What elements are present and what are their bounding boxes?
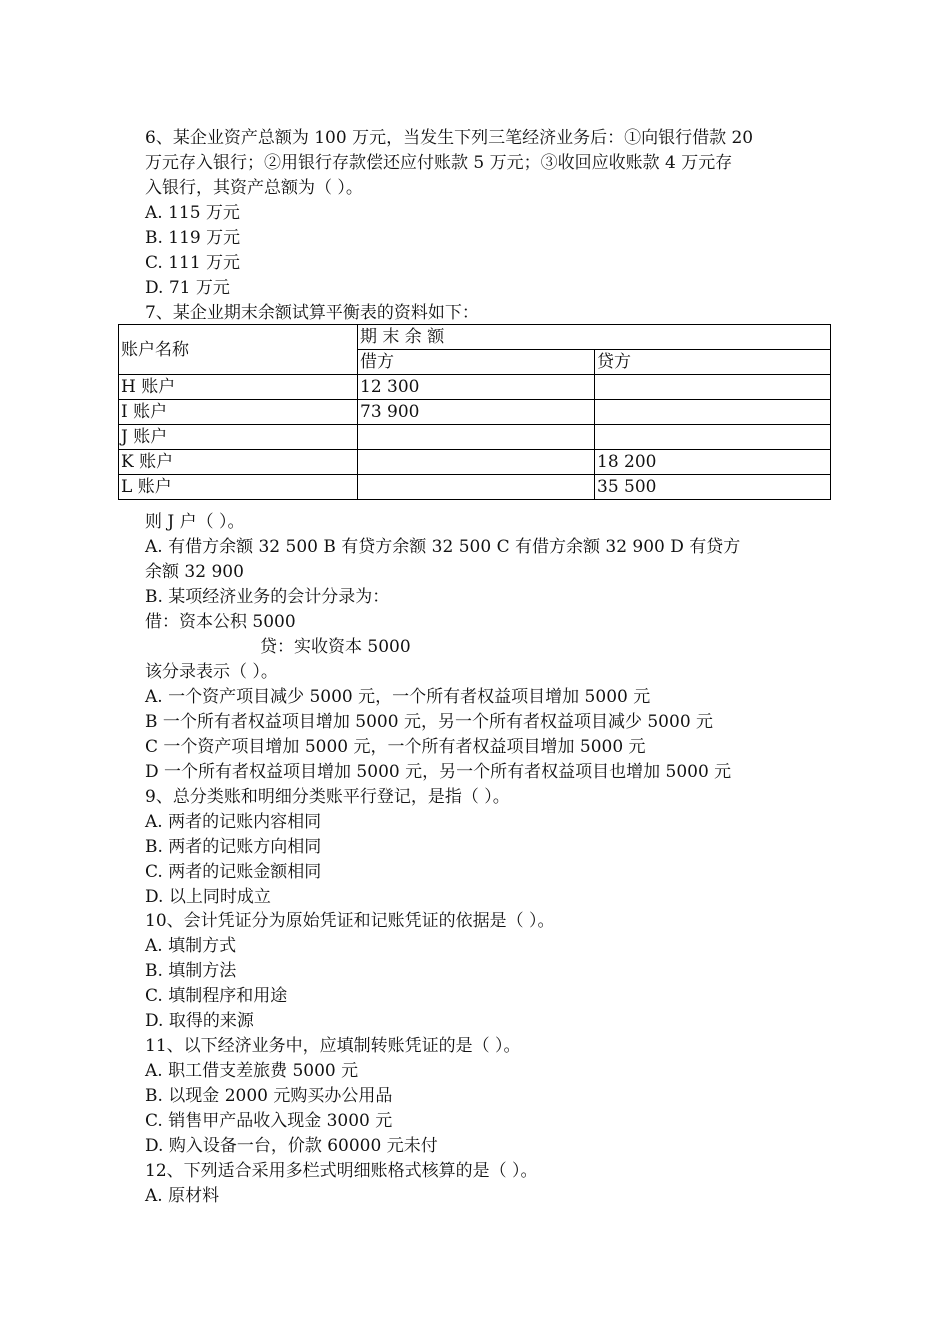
q6-stem-line-3: 入银行，其资产总额为（ ）。	[145, 178, 363, 198]
q10-stem: 10、会计凭证分为原始凭证和记账凭证的依据是（ ）。	[145, 911, 555, 931]
q8-entry-credit: 贷：实收资本 5000	[260, 637, 411, 657]
table-row	[119, 400, 831, 425]
q9-option-c: C. 两者的记账金额相同	[145, 862, 322, 882]
q9-option-b: B. 两者的记账方向相同	[145, 837, 322, 857]
q7-options-line-2: 余额 32 900	[145, 562, 244, 582]
trial-balance-table	[118, 324, 831, 500]
q9-option-a: A. 两者的记账内容相同	[145, 812, 322, 832]
row-debit	[358, 425, 595, 450]
row-account: H 账户	[119, 375, 358, 400]
table-row	[119, 475, 831, 500]
table-header-row	[119, 325, 831, 350]
row-credit: 35 500	[595, 475, 831, 500]
q6-stem-line-1: 6、某企业资产总额为 100 万元，当发生下列三笔经济业务后：①向银行借款 20	[145, 128, 754, 148]
q7-after-table: 则 J 户（ ）。	[145, 512, 245, 532]
q9-option-d: D. 以上同时成立	[145, 887, 271, 907]
q8-stem: B. 某项经济业务的会计分录为：	[145, 587, 390, 607]
row-debit	[358, 450, 595, 475]
q11-option-c: C. 销售甲产品收入现金 3000 元	[145, 1111, 393, 1131]
q8-option-c: C 一个资产项目增加 5000 元，一个所有者权益项目增加 5000 元	[145, 737, 646, 757]
row-debit	[358, 475, 595, 500]
q8-option-b: B 一个所有者权益项目增加 5000 元，另一个所有者权益项目减少 5000 元	[145, 712, 714, 732]
q11-option-d: D. 购入设备一台，价款 60000 元未付	[145, 1136, 438, 1156]
table-row	[119, 425, 831, 450]
q6-stem-line-2: 万元存入银行；②用银行存款偿还应付账款 5 万元；③收回应收账款 4 万元存	[145, 153, 733, 173]
row-account: L 账户	[119, 475, 358, 500]
q11-stem: 11、以下经济业务中，应填制转账凭证的是（ ）。	[145, 1036, 521, 1056]
table-row	[119, 375, 831, 400]
q6-option-a: A. 115 万元	[145, 203, 240, 223]
q10-option-b: B. 填制方法	[145, 961, 237, 981]
header-account-name: 账户名称	[119, 325, 358, 375]
q6-option-b: B. 119 万元	[145, 228, 241, 248]
q10-option-c: C. 填制程序和用途	[145, 986, 288, 1006]
row-credit	[595, 375, 831, 400]
q8-entry-debit: 借：资本公积 5000	[145, 612, 296, 632]
row-account: K 账户	[119, 450, 358, 475]
row-account: I 账户	[119, 400, 358, 425]
row-credit	[595, 425, 831, 450]
q8-option-a: A. 一个资产项目减少 5000 元，一个所有者权益项目增加 5000 元	[145, 687, 651, 707]
q12-stem: 12、下列适合采用多栏式明细账格式核算的是（ ）。	[145, 1161, 538, 1181]
header-debit: 借方	[358, 350, 595, 375]
q7-options-line-1: A. 有借方余额 32 500 B 有贷方余额 32 500 C 有借方余额 32 900 D 有贷方	[145, 537, 741, 557]
q9-stem: 9、总分类账和明细分类账平行登记，是指（ ）。	[145, 787, 510, 807]
q8-question: 该分录表示（ ）。	[145, 662, 278, 682]
row-account: J 账户	[119, 425, 358, 450]
q10-option-a: A. 填制方式	[145, 936, 237, 956]
row-credit	[595, 400, 831, 425]
q8-option-d: D 一个所有者权益项目增加 5000 元，另一个所有者权益项目也增加 5000 元	[145, 762, 732, 782]
q10-option-d: D. 取得的来源	[145, 1011, 254, 1031]
row-debit: 12 300	[358, 375, 595, 400]
q6-option-c: C. 111 万元	[145, 253, 241, 273]
header-credit: 贷方	[595, 350, 831, 375]
q12-option-a: A. 原材料	[145, 1186, 220, 1206]
header-ending-balance: 期 末 余 额	[358, 325, 831, 350]
q7-stem: 7、某企业期末余额试算平衡表的资料如下：	[145, 303, 479, 323]
table-row	[119, 450, 831, 475]
q6-option-d: D. 71 万元	[145, 278, 230, 298]
q11-option-a: A. 职工借支差旅费 5000 元	[145, 1061, 359, 1081]
row-credit: 18 200	[595, 450, 831, 475]
q11-option-b: B. 以现金 2000 元购买办公用品	[145, 1086, 393, 1106]
row-debit: 73 900	[358, 400, 595, 425]
